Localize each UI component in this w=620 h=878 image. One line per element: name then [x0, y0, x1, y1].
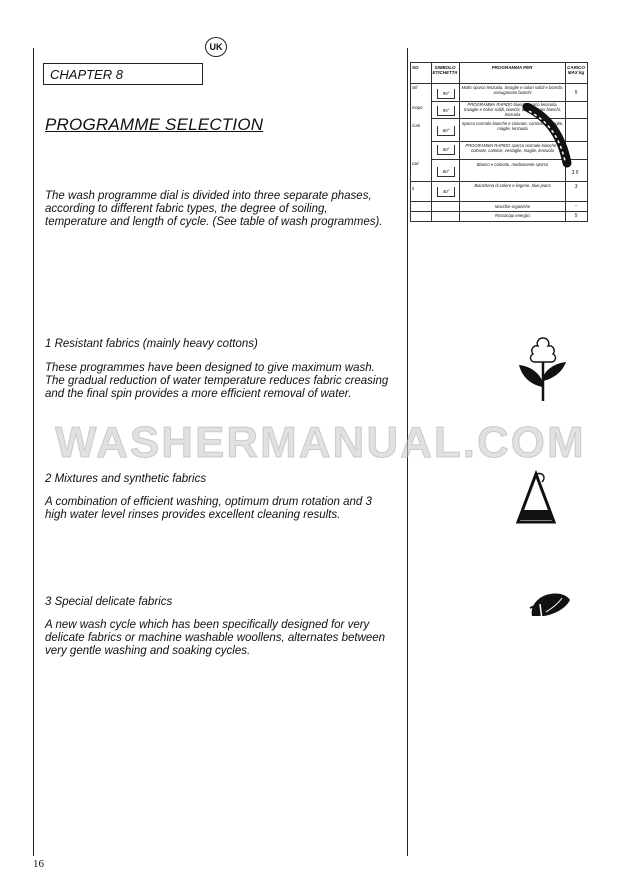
page-number: 16 — [33, 858, 44, 870]
section-2-heading: 2 Mixtures and synthetic fabrics — [45, 473, 207, 485]
page-title: PROGRAMME SELECTION — [45, 115, 264, 134]
wash-temp-symbol: 95° — [437, 89, 455, 99]
table-header-symbol: SIMBOLO ETICHETTA — [432, 65, 458, 75]
watermark: WASHERMANUAL.COM — [55, 418, 586, 467]
programme-row-text: Bianco e colorato, mediamente sporco — [476, 162, 549, 167]
synthetic-fabric-icon — [514, 470, 558, 528]
table-side-label: mopo — [412, 105, 423, 110]
programme-table — [410, 62, 588, 222]
section-3-body: A new wash cycle which has been specifically designed for very delicate fabrics or machine washable woollens, alternates between very gentle washing and soaking cycles. — [45, 619, 386, 657]
wash-temp-symbol: 95° — [437, 106, 455, 116]
section-3-heading: 3 Special delicate fabrics — [45, 596, 173, 608]
programme-row-load: 3.5 — [571, 170, 579, 176]
programme-row-load: 3 — [574, 184, 578, 190]
table-header-load: CARICO MAX kg — [567, 65, 585, 75]
wash-temp-symbol: 60° — [437, 126, 455, 136]
wash-temp-symbol: 60° — [437, 167, 455, 177]
table-side-label: stif — [412, 85, 418, 90]
chapter-heading: CHAPTER 8 — [43, 63, 203, 85]
section-1-body: These programmes have been designed to give maximum wash. The gradual reduction of water temperature reduces fabric creasing and the final spin provides a more efficient removal of water. — [45, 362, 389, 400]
programme-row-text: PROGRAMMA RAPIDO bianco sporco lenzuola, tovaglie e colori solidi, bianchi, asciugamani bianchi, lenzuola — [464, 102, 561, 117]
programme-row-load: - — [575, 203, 577, 209]
table-side-label: cati — [412, 161, 419, 166]
left-margin-rule — [33, 48, 34, 856]
programme-row-text: PROGRAMMA RAPIDO sporco normale bianche e colorate, camicie, vestaglie, maglie, lenzuola — [465, 143, 560, 153]
country-badge: UK — [205, 37, 227, 57]
programme-row-load: 5 — [574, 213, 578, 219]
programme-dial-sketch-icon — [521, 103, 573, 169]
wash-temp-symbol: 60° — [437, 145, 455, 155]
programme-row-load: 5 — [574, 90, 578, 96]
table-side-label: it — [412, 186, 415, 191]
cotton-plant-icon — [516, 335, 570, 405]
programme-row-text: Macchie organiche — [494, 204, 531, 209]
intro-paragraph: The wash programme dial is divided into three separate phases, according to different fabric types, the degree of soiling, temperature and length of cycle. (See table of wash programmes). — [45, 190, 383, 228]
programme-row-text: Risciacqui energici — [495, 213, 530, 218]
table-header-programme: PROGRAMMA PER — [491, 65, 533, 70]
table-header-col1: SO — [412, 65, 419, 70]
programme-row-text: Molto sporco lenzuola, tovaglie e colori solidi e bianchi, asciugamani bianchi — [461, 85, 564, 95]
delicate-wool-icon — [526, 586, 574, 626]
section-2-body: A combination of efficient washing, optimum drum rotation and 3 high water level rinses provides excellent cleaning results. — [45, 496, 372, 521]
programme-row-text: Biancheria di colore e lingerie, blue jeans — [474, 183, 551, 188]
programme-row-text: Sporco normale bianche e colorate, camicie, vestaglie, maglie, lenzuola — [461, 121, 564, 131]
section-1-heading: 1 Resistant fabrics (mainly heavy cottons) — [45, 338, 258, 350]
table-side-label: rcati — [412, 123, 420, 128]
wash-temp-symbol: 40° — [437, 187, 455, 197]
